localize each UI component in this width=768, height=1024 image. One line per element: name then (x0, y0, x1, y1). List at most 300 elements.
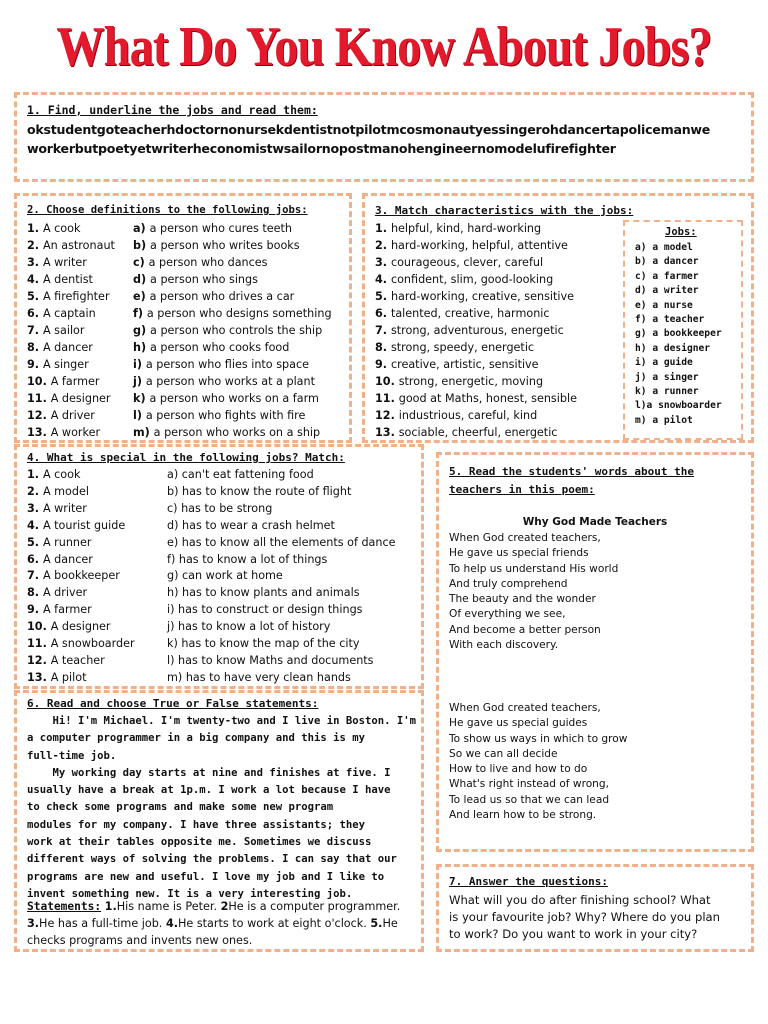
item-text: i) a guide (635, 357, 693, 369)
item-text: A snowboarder (50, 637, 135, 651)
poem-line (449, 701, 627, 716)
characteristic-item (375, 407, 577, 424)
job-item (27, 322, 115, 339)
job-item (27, 237, 115, 254)
page-title: What Do You Know About Jobs? (56, 16, 712, 78)
poem-line (449, 732, 627, 747)
item-text: a person who cooks food (149, 341, 290, 354)
special-job-item (27, 602, 135, 619)
line-text: And truly comprehend (449, 577, 568, 590)
item-number: 10. (27, 375, 51, 388)
job-item (27, 339, 115, 356)
item-text: k) a runner (635, 386, 699, 398)
item-text: k) has to know the map of the city (167, 637, 360, 651)
item-text: courageous, clever, careful (390, 256, 544, 269)
item-number: 11. (27, 637, 51, 651)
item-number: 6. (27, 552, 43, 566)
item-number: 11. (27, 392, 51, 405)
line-text: What will you do after finishing school? What (449, 893, 711, 907)
passage-line (27, 713, 416, 730)
line-text: When God created teachers, (449, 532, 601, 544)
section-1-box (14, 92, 754, 182)
item-text: A sailor (42, 324, 85, 337)
special-item (167, 585, 396, 602)
poem-stanza-2 (449, 701, 627, 823)
question-line (449, 909, 720, 926)
item-letter: h) (133, 341, 150, 354)
jobs-inner-title: Jobs: (665, 226, 697, 238)
item-number: 8. (27, 586, 43, 600)
line-text: My working day starts at nine and finishes at five. I (27, 766, 391, 779)
characteristic-item (375, 390, 577, 407)
jobs-inner-list (635, 241, 722, 428)
item-text: A firefighter (42, 290, 110, 303)
job-item (27, 254, 115, 271)
special-item (167, 501, 396, 518)
item-text: A dentist (42, 273, 93, 286)
item-text: A designer (50, 620, 111, 634)
special-item (167, 670, 396, 687)
poem-line (449, 793, 627, 808)
poem-line (449, 777, 627, 792)
item-text: a person who drives a car (149, 290, 295, 303)
poem-line (449, 546, 618, 561)
item-letter: g) (133, 324, 151, 337)
poem-stanza-1 (449, 531, 618, 653)
item-number: 1. (375, 222, 391, 235)
item-text: sociable, cheerful, energetic (398, 426, 558, 439)
item-text: c) has to be strong (167, 501, 273, 515)
item-text: confident, slim, good-looking (390, 273, 554, 286)
item-text: strong, adventurous, energetic (390, 324, 564, 337)
passage-line (27, 782, 416, 799)
job-item (27, 220, 115, 237)
characteristic-item (375, 254, 577, 271)
item-text: A runner (42, 535, 92, 549)
item-number: 8. (27, 341, 43, 354)
line-text: To help us understand His world (449, 562, 619, 575)
definition-item (133, 390, 332, 407)
item-text: A cook (42, 468, 81, 481)
item-number: 5. (27, 290, 43, 303)
poem-line (449, 623, 618, 638)
line-text: usually have a break at 1p.m. I work a lot because I have (27, 784, 391, 797)
item-letter: c) (133, 256, 149, 269)
item-text: f) has to know a lot of things (167, 552, 328, 566)
special-item (167, 568, 396, 585)
item-text: strong, speedy, energetic (390, 341, 535, 354)
item-text: A writer (42, 256, 87, 269)
statement-number: 2 (220, 900, 229, 913)
special-item (167, 467, 396, 484)
line-text: modules for my company. I have three assistants; they (27, 818, 366, 831)
line-text: The beauty and the wonder (449, 593, 596, 606)
characteristic-item (375, 356, 577, 373)
jobs-inner-item (635, 327, 722, 341)
item-number: 13. (375, 426, 399, 439)
definition-item (133, 271, 332, 288)
line-text: is your favourite job? Why? Where do you plan (449, 910, 720, 924)
jobs-inner-item (635, 385, 722, 399)
jobs-inner-item (635, 371, 722, 385)
item-number: 2. (375, 239, 391, 252)
definition-item (133, 220, 332, 237)
item-text: i) has to construct or design things (167, 603, 363, 617)
item-number: 6. (375, 307, 391, 320)
item-text: strong, energetic, moving (398, 375, 544, 388)
job-item (27, 271, 115, 288)
item-text: d) a writer (635, 285, 699, 297)
item-text: a person who sings (150, 273, 258, 286)
poem-line (449, 577, 618, 592)
line-text: to work? Do you want to work in your city? (449, 927, 698, 941)
line-text: Of everything we see, (449, 608, 566, 621)
line-text: To lead us so that we can lead (449, 793, 610, 806)
item-text: m) a pilot (635, 414, 693, 426)
item-number: 4. (27, 518, 43, 532)
statement-text: He is a computer programmer. (228, 900, 401, 913)
item-text: a person who fights with fire (145, 409, 306, 422)
definition-item (133, 254, 332, 271)
letter-puzzle-line-1: okstudentgoteacherhdoctornonursekdentistnotpilotmcosmonautyessingerohdancertapolicemanwe (27, 122, 711, 137)
special-job-item (27, 568, 135, 585)
item-text: A driver (50, 409, 95, 422)
characteristic-item (375, 237, 577, 254)
passage-line (27, 730, 416, 747)
poem-title: Why God Made Teachers (522, 516, 668, 528)
definition-item (133, 356, 332, 373)
item-number: 8. (375, 341, 391, 354)
passage-line (27, 834, 416, 851)
item-text: A farmer (50, 375, 100, 388)
item-text: a person who dances (148, 256, 268, 269)
section-1-heading: 1. Find, underline the jobs and read them: (27, 103, 318, 117)
statement-number: 1. (104, 900, 117, 913)
jobs-inner-item (635, 270, 722, 284)
item-text: A farmer (42, 603, 92, 617)
item-text: A designer (50, 392, 111, 405)
line-text: What's right instead of wrong, (449, 778, 609, 791)
statement-text: His name is Peter. (116, 900, 221, 913)
item-text: c) a farmer (635, 270, 699, 282)
item-letter: b) (133, 239, 151, 252)
item-text: An astronaut (42, 239, 115, 252)
definition-item (133, 305, 332, 322)
special-job-item (27, 501, 135, 518)
item-number: 3. (27, 256, 43, 269)
item-text: a person who designs something (146, 307, 332, 320)
item-number: 10. (375, 375, 399, 388)
characteristic-item (375, 288, 577, 305)
jobs-inner-item (635, 342, 722, 356)
item-letter: m) (133, 426, 154, 439)
item-number: 3. (375, 256, 391, 269)
characteristic-item (375, 220, 577, 237)
line-text: Hi! I'm Michael. I'm twenty-two and I live in Boston. I'm (27, 715, 417, 727)
item-text: helpful, kind, hard-working (390, 222, 542, 235)
item-letter: l) (133, 409, 146, 422)
item-text: a person who controls the ship (150, 324, 323, 337)
section-6-heading: 6. Read and choose True or False statements: (27, 697, 319, 710)
item-text: A cook (42, 222, 81, 235)
statement-text: He checks programs and invents new ones. (27, 917, 398, 947)
special-item (167, 484, 396, 501)
line-text: When God created teachers, (449, 702, 601, 714)
item-text: A model (42, 484, 89, 498)
line-text: And learn how to be strong. (449, 809, 597, 822)
line-text: How to live and how to do (449, 763, 588, 776)
line-text: He gave us special friends (449, 547, 589, 560)
poem-line (449, 808, 627, 823)
item-text: j) a singer (635, 371, 699, 383)
item-text: g) can work at home (167, 569, 283, 583)
poem-line (449, 638, 618, 653)
item-letter: f) (133, 307, 147, 320)
special-item (167, 535, 396, 552)
line-text: to check some programs and make some new program (27, 801, 334, 814)
characteristic-item (375, 424, 577, 441)
item-letter: k) (133, 392, 150, 405)
item-number: 13. (27, 426, 51, 439)
item-text: l) has to know Maths and documents (167, 653, 374, 667)
jobs-inner-item (635, 255, 722, 269)
section-2-definitions-list (133, 220, 332, 441)
line-text: different ways of solving the problems. I can say that our (27, 853, 397, 866)
item-text: a person who cures teeth (149, 222, 293, 235)
passage-line (27, 748, 416, 765)
item-number: 5. (27, 535, 43, 549)
passage-line (27, 765, 416, 782)
item-number: 10. (27, 620, 51, 634)
passage-line (27, 799, 416, 816)
item-number: 4. (375, 273, 391, 286)
line-text: full-time job. (27, 749, 117, 762)
line-text: programs are new and useful. I love my job and I like to (27, 870, 385, 883)
section-4-specials-list (167, 467, 396, 687)
characteristic-item (375, 271, 577, 288)
item-text: A worker (50, 426, 101, 439)
line-text: With each discovery. (449, 639, 559, 652)
item-number: 12. (27, 409, 51, 422)
item-text: A singer (42, 358, 89, 371)
item-text: A captain (42, 307, 96, 320)
item-text: A pilot (50, 670, 87, 684)
section-4-box (14, 444, 424, 689)
jobs-inner-item (635, 299, 722, 313)
item-text: A dancer (42, 552, 93, 566)
item-number: 7. (27, 324, 43, 337)
jobs-inner-box (623, 220, 743, 440)
special-item (167, 602, 396, 619)
section-3-box (362, 193, 754, 443)
item-number: 11. (375, 392, 399, 405)
item-letter: j) (133, 375, 146, 388)
item-number: 12. (27, 653, 51, 667)
statement-number: 3. (27, 917, 40, 930)
item-text: b) a dancer (635, 256, 699, 268)
section-2-jobs-list (27, 220, 115, 441)
section-5-heading-line-2: teachers in this poem: (449, 483, 595, 496)
statement-text: He starts to work at eight o'clock. (177, 917, 371, 930)
item-number: 6. (27, 307, 43, 320)
poem-line (449, 747, 627, 762)
section-3-characteristics-list (375, 220, 577, 441)
special-job-item (27, 535, 135, 552)
special-job-item (27, 484, 135, 501)
item-text: a person who works at a plant (145, 375, 316, 388)
item-text: g) a bookkeeper (635, 328, 722, 340)
jobs-inner-item (635, 356, 722, 370)
special-job-item (27, 636, 135, 653)
definition-item (133, 424, 332, 441)
job-item (27, 305, 115, 322)
line-text: And become a better person (449, 623, 601, 636)
item-text: industrious, careful, kind (398, 409, 538, 422)
jobs-inner-item (635, 284, 722, 298)
item-text: j) has to know a lot of history (167, 620, 331, 634)
section-7-questions (449, 892, 720, 943)
passage-line (27, 817, 416, 834)
section-6-box (14, 690, 424, 952)
section-3-heading: 3. Match characteristics with the jobs: (375, 204, 634, 217)
item-number: 9. (27, 603, 43, 617)
item-number: 9. (27, 358, 43, 371)
item-text: talented, creative, harmonic (390, 307, 550, 320)
jobs-inner-item (635, 241, 722, 255)
special-job-item (27, 552, 135, 569)
section-6-statements (27, 898, 419, 949)
job-item (27, 356, 115, 373)
question-line (449, 892, 720, 909)
item-text: a) can't eat fattening food (167, 468, 314, 481)
line-text: So we can all decide (449, 747, 558, 760)
line-text: work at their tables opposite me. Sometimes we discuss (27, 836, 372, 849)
item-number: 4. (27, 273, 43, 286)
line-text: a computer programmer in a big company and this is my (27, 732, 366, 745)
passage-line (27, 851, 416, 868)
definition-item (133, 407, 332, 424)
item-text: A writer (42, 501, 87, 515)
letter-puzzle-line-2: workerbutpoetyetwriterheconomistwsailornopostmanohengineernomodelufirefighter (27, 141, 616, 156)
item-number: 3. (27, 501, 43, 515)
line-text: He gave us special guides (449, 717, 588, 730)
poem-line (449, 531, 618, 546)
job-item (27, 288, 115, 305)
jobs-inner-item (635, 399, 722, 413)
poem-line (449, 607, 618, 622)
job-item (27, 424, 115, 441)
special-job-item (27, 670, 135, 687)
item-text: a person who works on a ship (153, 426, 321, 439)
item-number: 12. (375, 409, 399, 422)
job-item (27, 407, 115, 424)
special-job-item (27, 518, 135, 535)
section-7-heading: 7. Answer the questions: (449, 875, 608, 888)
definition-item (133, 339, 332, 356)
section-4-jobs-list (27, 467, 135, 687)
definition-item (133, 237, 332, 254)
characteristic-item (375, 322, 577, 339)
section-2-heading: 2. Choose definitions to the following jobs: (27, 204, 308, 216)
item-text: creative, artistic, sensitive (390, 358, 539, 371)
item-text: m) has to have very clean hands (167, 670, 351, 684)
section-5-box (436, 452, 754, 852)
statement-number: 4. (165, 917, 178, 930)
item-text: a person who works on a farm (149, 392, 319, 405)
section-6-passage (27, 713, 416, 903)
item-number: 5. (375, 290, 391, 303)
item-text: h) a designer (635, 342, 711, 354)
special-item (167, 653, 396, 670)
line-text: To show us ways in which to grow (449, 732, 628, 745)
poem-line (449, 592, 618, 607)
item-number: 2. (27, 484, 43, 498)
item-text: d) has to wear a crash helmet (167, 518, 335, 532)
statement-text: He has a full-time job. (39, 917, 166, 930)
item-letter: i) (133, 358, 146, 371)
item-text: a person who flies into space (145, 358, 310, 371)
special-item (167, 636, 396, 653)
definition-item (133, 322, 332, 339)
item-number: 7. (375, 324, 391, 337)
item-number: 1. (27, 468, 43, 481)
definition-item (133, 288, 332, 305)
item-text: a) a model (635, 242, 693, 253)
job-item (27, 373, 115, 390)
item-letter: a) (133, 222, 150, 235)
special-job-item (27, 467, 135, 484)
item-number: 2. (27, 239, 43, 252)
characteristic-item (375, 373, 577, 390)
special-job-item (27, 585, 135, 602)
section-4-heading: 4. What is special in the following jobs? Match: (27, 451, 345, 464)
section-5-heading-line-1: 5. Read the students' words about the (449, 465, 695, 478)
item-text: l)a snowboarder (635, 400, 722, 412)
item-number: 1. (27, 222, 43, 235)
characteristic-item (375, 339, 577, 356)
item-text: e) has to know all the elements of dance (167, 535, 396, 549)
item-text: hard-working, helpful, attentive (390, 239, 568, 252)
item-number: 13. (27, 670, 51, 684)
section-7-box (436, 864, 754, 952)
passage-line (27, 869, 416, 886)
item-text: A tourist guide (42, 518, 126, 532)
special-job-item (27, 653, 135, 670)
item-number: 9. (375, 358, 391, 371)
item-text: A driver (42, 586, 88, 600)
item-text: b) has to know the route of flight (167, 484, 352, 498)
item-text: A teacher (50, 653, 105, 667)
item-letter: e) (133, 290, 150, 303)
poem-line (449, 562, 618, 577)
item-text: e) a nurse (635, 299, 693, 311)
poem-line (449, 716, 627, 731)
section-2-box (14, 193, 352, 443)
special-item (167, 619, 396, 636)
item-number: 7. (27, 569, 43, 583)
jobs-inner-item (635, 414, 722, 428)
question-line (449, 926, 720, 943)
definition-item (133, 373, 332, 390)
poem-line (449, 762, 627, 777)
special-item (167, 552, 396, 569)
statement-number: 5. (370, 917, 383, 930)
special-job-item (27, 619, 135, 636)
item-text: f) a teacher (635, 314, 705, 326)
statements-label: Statements: (27, 900, 102, 913)
item-letter: d) (133, 273, 151, 286)
job-item (27, 390, 115, 407)
